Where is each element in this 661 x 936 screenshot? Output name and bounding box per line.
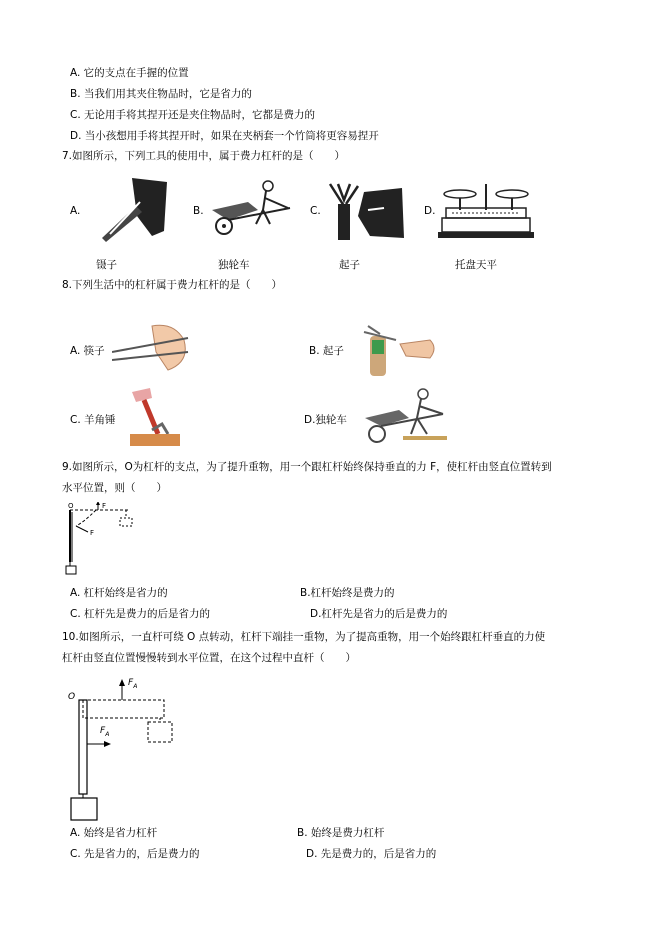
q9-stem-line1: 9.如图所示，O为杠杆的支点，为了提升重物，用一个跟杠杆始终保持垂直的力 F，使杠杆由竖直位置转到: [62, 461, 552, 473]
q10-option-c: C. 先是省力的，后是费力的: [70, 848, 200, 860]
wheelbarrow-image: [208, 180, 298, 242]
q7-caption-tweezers: 镊子: [96, 259, 117, 271]
q9-option-a: A. 杠杆始终是省力的: [70, 587, 168, 599]
q10-stem-line2: 杠杆由竖直位置慢慢转到水平位置，在这个过程中直杆（ ）: [62, 652, 356, 664]
q7-letter-d: D.: [424, 205, 436, 217]
q7-stem: 7.如图所示，下列工具的使用中，属于费力杠杆的是（ ）: [62, 150, 346, 162]
q7-letter-c: C.: [310, 205, 321, 217]
tweezers-image: [92, 176, 170, 246]
q7-caption-wheelbarrow: 独轮车: [218, 259, 250, 271]
q10-lever-diagram: [64, 674, 184, 822]
q6-option-b: B. 当我们用其夹住物品时，它是省力的: [70, 88, 252, 100]
q9-label-o: O: [68, 502, 74, 510]
q8-option-c: C. 羊角锤: [70, 414, 116, 426]
q10-option-b: B. 始终是费力杠杆: [297, 827, 385, 839]
q7-letter-b: B.: [193, 205, 204, 217]
q6-option-a: A. 它的支点在手握的位置: [70, 67, 189, 79]
claw-hammer-image: [122, 384, 184, 448]
chopsticks-image: [112, 322, 192, 376]
q9-option-b: B.杠杆始终是费力的: [300, 587, 395, 599]
q10-stem-line1: 10.如图所示，一直杆可绕 O 点转动，杠杆下端挂一重物，为了提高重物，用一个始终跟杠杆垂直的力使: [62, 631, 546, 643]
q8-option-a: A. 筷子: [70, 345, 105, 357]
balance-scale-image: [438, 180, 534, 242]
q6-option-d: D. 当小孩想用手将其捏开时，如果在夹柄套一个竹筒将更容易捏开: [70, 130, 379, 142]
q9-option-c: C. 杠杆先是费力的后是省力的: [70, 608, 211, 620]
wheelbarrow-image-2: [363, 388, 447, 448]
q9-label-f-top: F: [102, 502, 107, 510]
q8-stem: 8.下列生活中的杠杆属于费力杠杆的是（ ）: [62, 279, 283, 291]
q10-label-o: O: [68, 692, 76, 702]
q10-label-fa-mid: $F_A$: [100, 726, 110, 738]
q9-lever-diagram: [62, 502, 142, 578]
opener-bottle-image: [360, 322, 440, 378]
q8-option-b: B. 起子: [309, 345, 344, 357]
q6-option-c: C. 无论用手将其捏开还是夹住物品时，它都是费力的: [70, 109, 316, 121]
q10-option-d: D. 先是费力的，后是省力的: [306, 848, 437, 860]
bottle-opener-image: [324, 180, 406, 242]
q10-label-fa-top: $F_A$: [128, 678, 138, 690]
q8-option-d: D.独轮车: [304, 414, 347, 426]
q7-caption-opener: 起子: [339, 259, 360, 271]
q7-caption-balance: 托盘天平: [455, 259, 497, 271]
q10-option-a: A. 始终是省力杠杆: [70, 827, 158, 839]
q7-letter-a: A.: [70, 205, 81, 217]
q9-option-d: D.杠杆先是省力的后是费力的: [310, 608, 448, 620]
q9-stem-line2: 水平位置，则（ ）: [62, 482, 167, 494]
q9-label-f-mid: F: [90, 529, 95, 537]
